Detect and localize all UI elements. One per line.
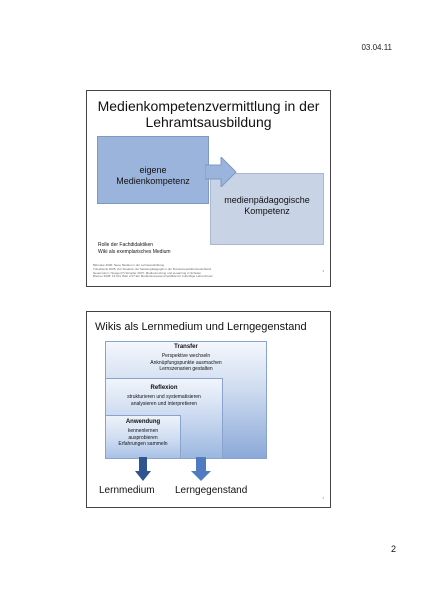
slide1-note <box>98 242 171 255</box>
slide-wikis <box>86 311 331 508</box>
transfer-text <box>105 353 267 373</box>
page-date: 03.04.11 <box>361 43 392 52</box>
down-arrow-icon <box>191 457 211 481</box>
down-arrow-icon <box>135 457 151 481</box>
reflexion-line: strukturieren und systematisieren <box>127 394 201 400</box>
transfer-line: Perspektive wechseln <box>161 353 211 359</box>
slide2-number: 4 <box>322 496 324 500</box>
reference-item: Blömeke 2000: Neue Medien in der Lehrerausbildung <box>93 263 165 267</box>
transfer-heading: Transfer <box>174 344 198 350</box>
anwendung-line: ausprobieren <box>128 434 158 441</box>
reflexion-heading: Reflexion <box>150 385 178 391</box>
transfer-line: Lernszenarien gestalten <box>159 366 213 372</box>
slide1-references <box>93 264 213 279</box>
slide2-title: Wikis als Lernmedium und Lerngegenstand <box>95 321 307 333</box>
left-box-line1: eigene <box>139 165 167 175</box>
note-line2: Wiki als exemplarisches Medium <box>98 248 171 255</box>
right-arrow-icon <box>205 157 237 187</box>
reflexion-text <box>105 394 223 407</box>
reference-item: Neuermann / Seeger(?) Stimpfer 2007: Mediennutzung und eLearning in Schulen <box>93 270 202 275</box>
slide1-number: 3 <box>322 269 324 273</box>
anwendung-line: Erfahrungen sammeln <box>118 441 168 447</box>
lerngegenstand-label: Lerngegenstand <box>175 485 248 496</box>
transfer-line: Anknüpfungspunkte ausmachen <box>150 359 222 366</box>
slide1-title-line1: Medienkompetenzvermittlung in der <box>97 98 320 114</box>
left-box-line2: Medienkompetenz <box>116 176 190 186</box>
eigene-medienkompetenz-label <box>97 165 209 187</box>
anwendung-line: kennenlernen <box>127 428 159 434</box>
slide-medienkompetenz <box>86 90 331 287</box>
paedagogische-kompetenz-label <box>210 195 324 217</box>
slide1-title-line2: Lehramtsausbildung <box>145 114 272 130</box>
reference-item: Tulodziecki 2005: Zur Situation der Medienpädagogik in der Bundesrepublik Deutschland <box>93 266 212 271</box>
lernmedium-label: Lernmedium <box>99 485 155 496</box>
right-box-line2: Kompetenz <box>244 206 290 216</box>
note-line1: Rolle der Fachdidaktiken <box>98 242 154 248</box>
anwendung-heading: Anwendung <box>125 419 161 425</box>
reflexion-line: analysieren und interpretieren <box>130 400 198 407</box>
page-number: 2 <box>390 544 396 554</box>
right-box-line1: medienpädagogische <box>224 195 310 205</box>
anwendung-text <box>105 428 181 448</box>
reference-item: Bremer 2008: Fit fürs Web 2.0? Ein Medienkompetenzzertifikat für zukünftige Lehrer/innen <box>93 274 214 279</box>
slide1-title <box>87 98 330 130</box>
